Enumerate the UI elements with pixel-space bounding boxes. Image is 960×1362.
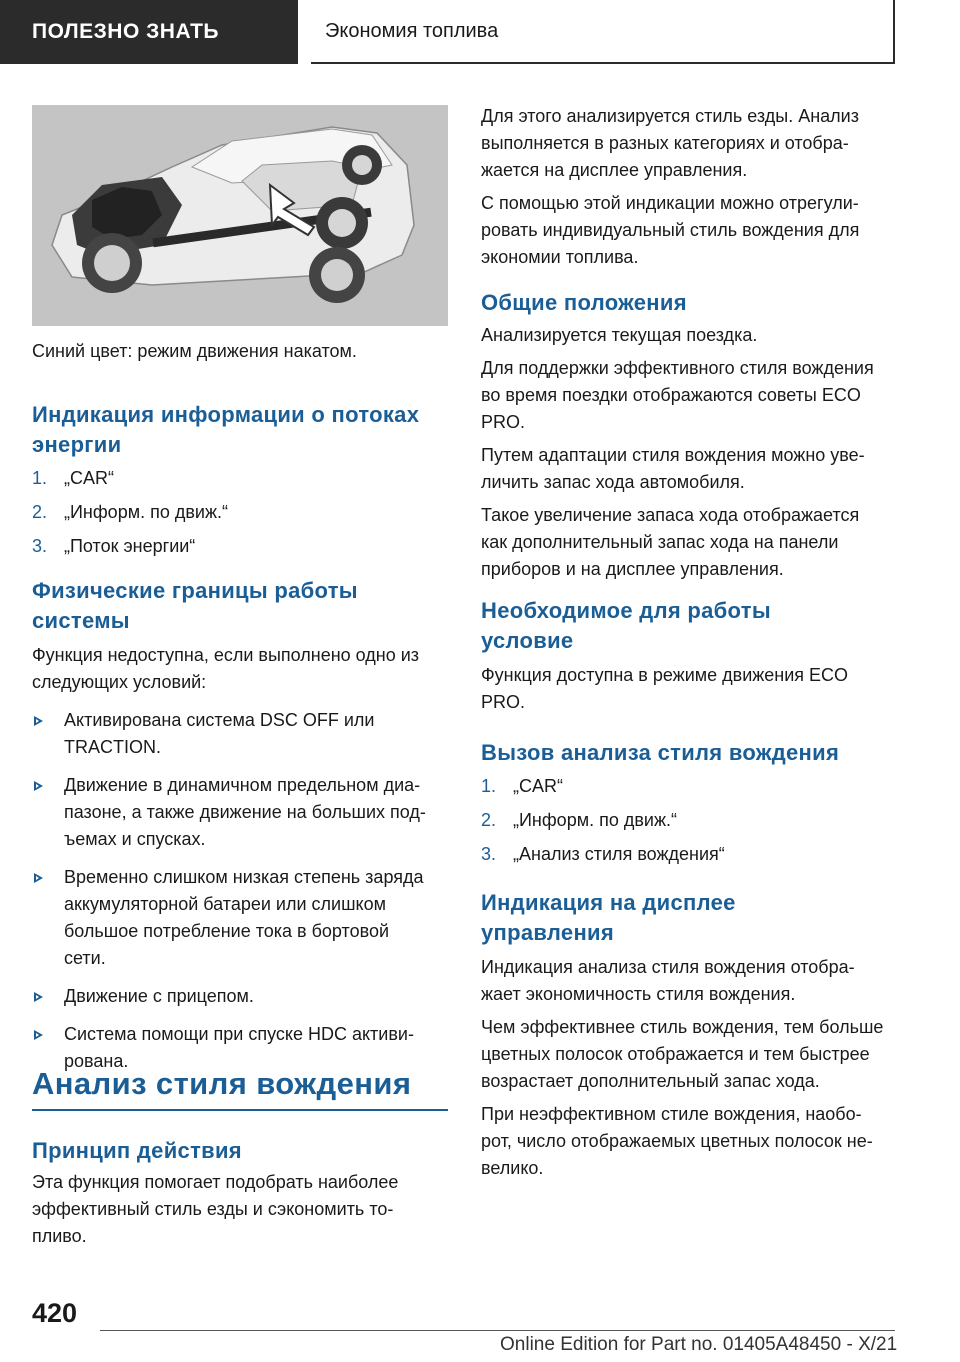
step-text: „Поток энергии“	[64, 536, 196, 556]
step-text: „CAR“	[513, 776, 563, 796]
display-line: велико.	[481, 1158, 544, 1178]
step-item	[32, 465, 448, 499]
chapter-title: Анализ стиля вождения	[32, 1066, 412, 1101]
triangle-bullet-icon	[32, 864, 64, 972]
car-drivetrain-illustration	[32, 105, 448, 326]
step-text: „Информ. по движ.“	[64, 502, 228, 522]
step-number: 1.	[481, 776, 497, 796]
display-line: Чем эффективнее стиль вождения, тем больше	[481, 1017, 884, 1037]
chapter-divider	[32, 1109, 448, 1111]
step-number: 3.	[32, 536, 48, 556]
general-line: как дополнительный запас хода на панели	[481, 532, 839, 552]
step-text: „CAR“	[64, 468, 114, 488]
bullet-text: сети.	[64, 948, 106, 968]
bullet-text: Активирована система DSC OFF или	[64, 710, 375, 730]
call-analysis-steps	[481, 773, 899, 875]
step-number: 2.	[32, 502, 48, 522]
bullet-text: Движение в динамичном предельном диа-	[64, 775, 421, 795]
energy-flow-title-line-2: энергии	[32, 432, 122, 457]
step-item	[32, 499, 448, 533]
general-line: PRO.	[481, 412, 526, 432]
step-text: „Информ. по движ.“	[513, 810, 677, 830]
requirement-title-line-2: условие	[481, 628, 574, 653]
intro-line: выполняется в разных категориях и отобра-	[481, 133, 849, 153]
display-line: Индикация анализа стиля вождения отобра-	[481, 957, 855, 977]
requirement-title-line-1: Необходимое для работы	[481, 598, 771, 623]
energy-flow-section	[32, 400, 448, 567]
intro-paragraphs	[481, 103, 899, 271]
step-number: 3.	[481, 844, 497, 864]
limits-bullets	[32, 707, 448, 1075]
requirement-line: PRO.	[481, 692, 526, 712]
principle-title: Принцип действия	[32, 1138, 242, 1163]
step-text: „Анализ стиля вождения“	[513, 844, 725, 864]
triangle-bullet-icon	[32, 707, 64, 761]
step-item	[481, 841, 899, 875]
intro-line: жается на дисплее управления.	[481, 160, 748, 180]
style-analysis-chapter	[32, 1064, 448, 1111]
bullet-text: пазоне, а также движение на больших под-	[64, 802, 426, 822]
bullet-item	[32, 707, 448, 761]
topic-title: Экономия топлива	[325, 19, 499, 42]
intro-line: ровать индивидуальный стиль вождения для	[481, 220, 860, 240]
general-line: Анализируется текущая поездка.	[481, 325, 758, 345]
footer-divider	[100, 1330, 895, 1331]
triangle-bullet-icon	[32, 772, 64, 853]
bullet-text: Временно слишком низкая степень заряда	[64, 867, 424, 887]
step-number: 2.	[481, 810, 497, 830]
general-line: Такое увеличение запаса хода отображается	[481, 505, 860, 525]
bullet-text: Движение с прицепом.	[64, 986, 254, 1006]
call-analysis-section	[481, 738, 899, 875]
display-line: возрастает дополнительный запас хода.	[481, 1071, 820, 1091]
principle-line-3: пливо.	[32, 1226, 87, 1246]
bullet-text: аккумуляторной батареи или слишком	[64, 894, 386, 914]
general-line: личить запас хода автомобиля.	[481, 472, 745, 492]
bullet-text: TRACTION.	[64, 737, 161, 757]
general-title: Общие положения	[481, 290, 687, 315]
principle-line-1: Эта функция помогает подобрать наиболее	[32, 1172, 399, 1192]
bullet-text: большое потребление тока в бортовой	[64, 921, 390, 941]
bullet-item	[32, 983, 448, 1010]
display-title-line-1: Индикация на дисплее	[481, 890, 736, 915]
bullet-text: ъемах и спусках.	[64, 829, 206, 849]
energy-flow-title-line-1: Индикация информации о потоках	[32, 402, 420, 427]
display-title-line-2: управления	[481, 920, 615, 945]
general-line: Для поддержки эффективного стиля вождения	[481, 358, 874, 378]
limits-title-line-1: Физические границы работы	[32, 578, 358, 603]
display-line: рот, число отображаемых цветных полосок не-	[481, 1131, 873, 1151]
principle-section	[32, 1136, 448, 1250]
limits-intro-line-1: Функция недоступна, если выполнено одно из	[32, 645, 420, 665]
requirement-section	[481, 596, 899, 716]
step-number: 1.	[32, 468, 48, 488]
intro-line: Для этого анализируется стиль езды. Анализ	[481, 106, 859, 126]
requirement-line: Функция доступна в режиме движения ECO	[481, 665, 849, 685]
intro-line: экономии топлива.	[481, 247, 639, 267]
display-line: цветных полосок отображается и тем быстрее	[481, 1044, 870, 1064]
limits-title-line-2: системы	[32, 608, 130, 633]
intro-line: С помощью этой индикации можно отрегули-	[481, 193, 859, 213]
general-section	[481, 288, 899, 583]
energy-flow-steps	[32, 465, 448, 567]
display-line: При неэффективном стиле вождения, наобо-	[481, 1104, 862, 1124]
car-icon	[32, 105, 448, 326]
bullet-text: рована.	[64, 1051, 129, 1071]
limits-intro-line-2: следующих условий:	[32, 672, 207, 692]
display-line: жает экономичность стиля вождения.	[481, 984, 796, 1004]
limits-section	[32, 576, 448, 1075]
triangle-bullet-icon	[32, 983, 64, 1010]
step-item	[32, 533, 448, 567]
step-item	[481, 807, 899, 841]
page-number: 420	[32, 1298, 78, 1328]
bullet-item	[32, 772, 448, 853]
bullet-text: Система помощи при спуске HDC активи-	[64, 1024, 414, 1044]
display-section	[481, 888, 899, 1182]
principle-line-2: эффективный стиль езды и сэкономить то-	[32, 1199, 394, 1219]
section-title: ПОЛЕЗНО ЗНАТЬ	[32, 20, 219, 43]
edition-note: Online Edition for Part no. 01405A48450 - X/21	[500, 1334, 898, 1355]
general-line: во время поездки отображаются советы ECO	[481, 385, 861, 405]
general-line: Путем адаптации стиля вождения можно уве-	[481, 445, 865, 465]
step-item	[481, 773, 899, 807]
figure-caption: Синий цвет: режим движения накатом.	[32, 341, 357, 361]
general-line: приборов и на дисплее управления.	[481, 559, 784, 579]
bullet-item	[32, 864, 448, 972]
call-analysis-title: Вызов анализа стиля вождения	[481, 740, 840, 765]
section-tab	[0, 0, 298, 64]
topic-header	[311, 0, 895, 64]
